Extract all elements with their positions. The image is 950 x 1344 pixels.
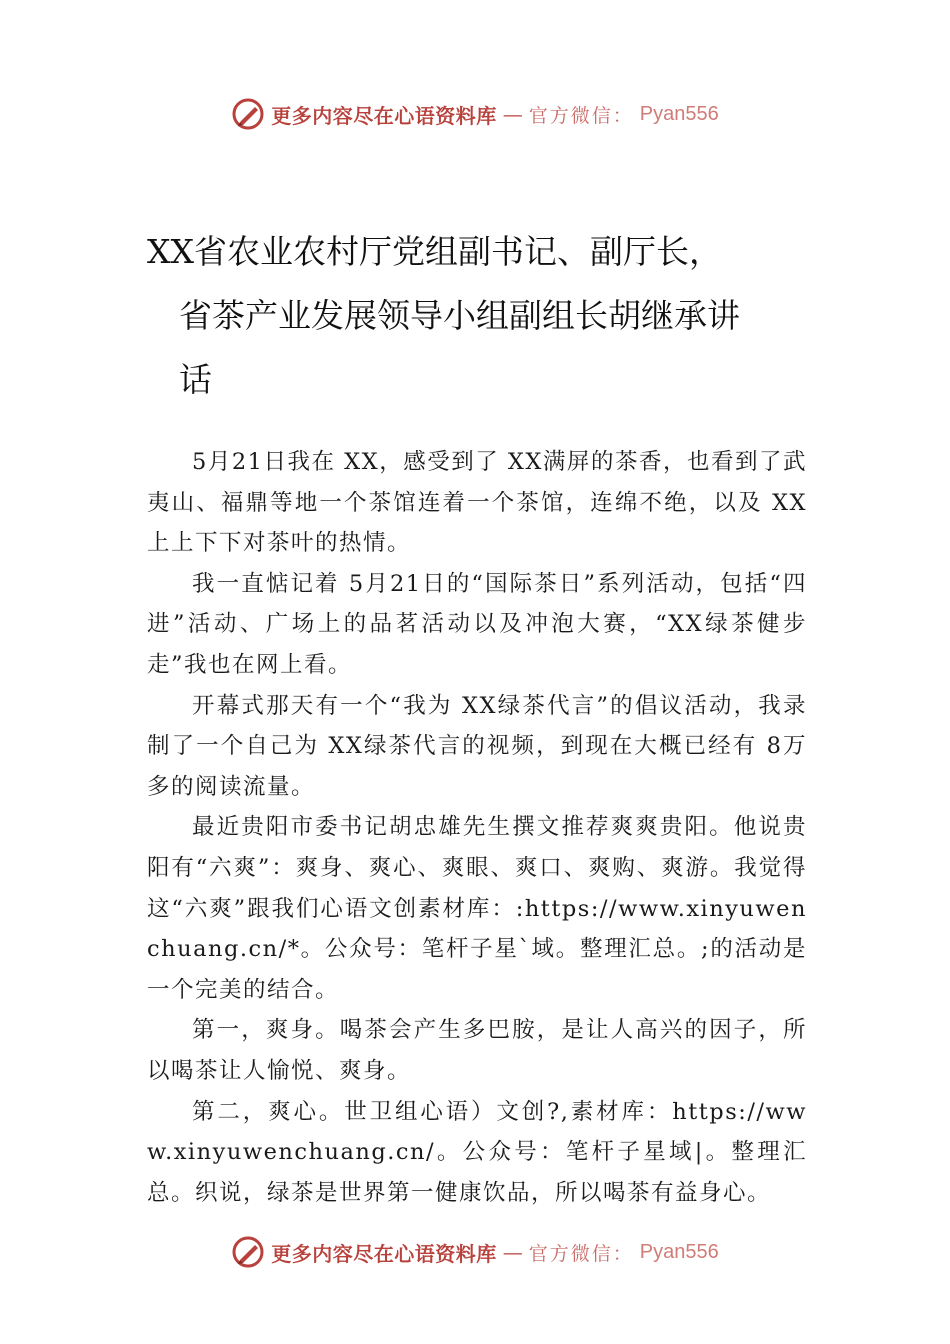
paragraph: 我一直惦记着 5月21日的“国际茶日”系列活动，包括“四进”活动、广场上的品茗活动以及冲泡大赛，“XX绿茶健步走”我也在网上看。: [147, 570, 807, 678]
footer-watermark-banner: [0, 1232, 950, 1272]
banner-wechat: Pyan556: [639, 1240, 719, 1263]
paragraph: 5月21日我在 XX，感受到了 XX满屏的茶香，也看到了武夷山、福鼎等地一个茶馆连着一个茶馆，连绵不绝，以及 XX上上下下对茶叶的热情。: [147, 449, 807, 557]
title-line-3: 话: [179, 360, 212, 399]
paragraph: 最近贵阳市委书记胡忠雄先生撰文推荐爽爽贵阳。他说贵阳有“六爽”：爽身、爽心、爽眼、爽口、爽购、爽游。我觉得这“六爽”跟我们心语文创素材库：:https://www.xinyuwenchuang.cn/*。公众号：笔杆子星`域。整理汇总。;的活动是一个完美的结合。: [147, 814, 807, 1003]
pen-seal-icon: [231, 97, 265, 131]
paragraph: 第一，爽身。喝茶会产生多巴胺，是让人高兴的因子，所以喝茶让人愉悦、爽身。: [147, 1017, 807, 1084]
banner-text: 更多内容尽在心语资料库: [271, 1241, 497, 1266]
paragraph: 第二，爽心。世卫组心语）文创?,素材库：https://www.xinyuwenchuang.cn/。公众号：笔杆子星域|。整理汇总。织说，绿茶是世界第一健康饮品，所以喝茶有益身心。: [147, 1098, 807, 1206]
header-watermark-banner: [0, 94, 950, 134]
banner-sub: 官方微信：: [528, 1242, 634, 1265]
pen-seal-icon: [231, 1235, 265, 1269]
banner-text: 更多内容尽在心语资料库: [271, 103, 497, 128]
title-line-2: 省茶产业发展领导小组副组长胡继承讲: [179, 296, 740, 335]
banner-sub: 官方微信：: [528, 104, 634, 127]
title-line-1: XX省农业农村厅党组副书记、副厅长，: [147, 232, 722, 271]
banner-dash: —: [502, 102, 523, 126]
document-body: [147, 442, 807, 1213]
banner-wechat: Pyan556: [639, 102, 719, 125]
banner-dash: —: [502, 1240, 523, 1264]
paragraph: 开幕式那天有一个“我为 XX绿茶代言”的倡议活动，我录制了一个自己为 XX绿茶代言的视频，到现在大概已经有 8万多的阅读流量。: [147, 692, 807, 800]
document-title: [147, 220, 807, 412]
